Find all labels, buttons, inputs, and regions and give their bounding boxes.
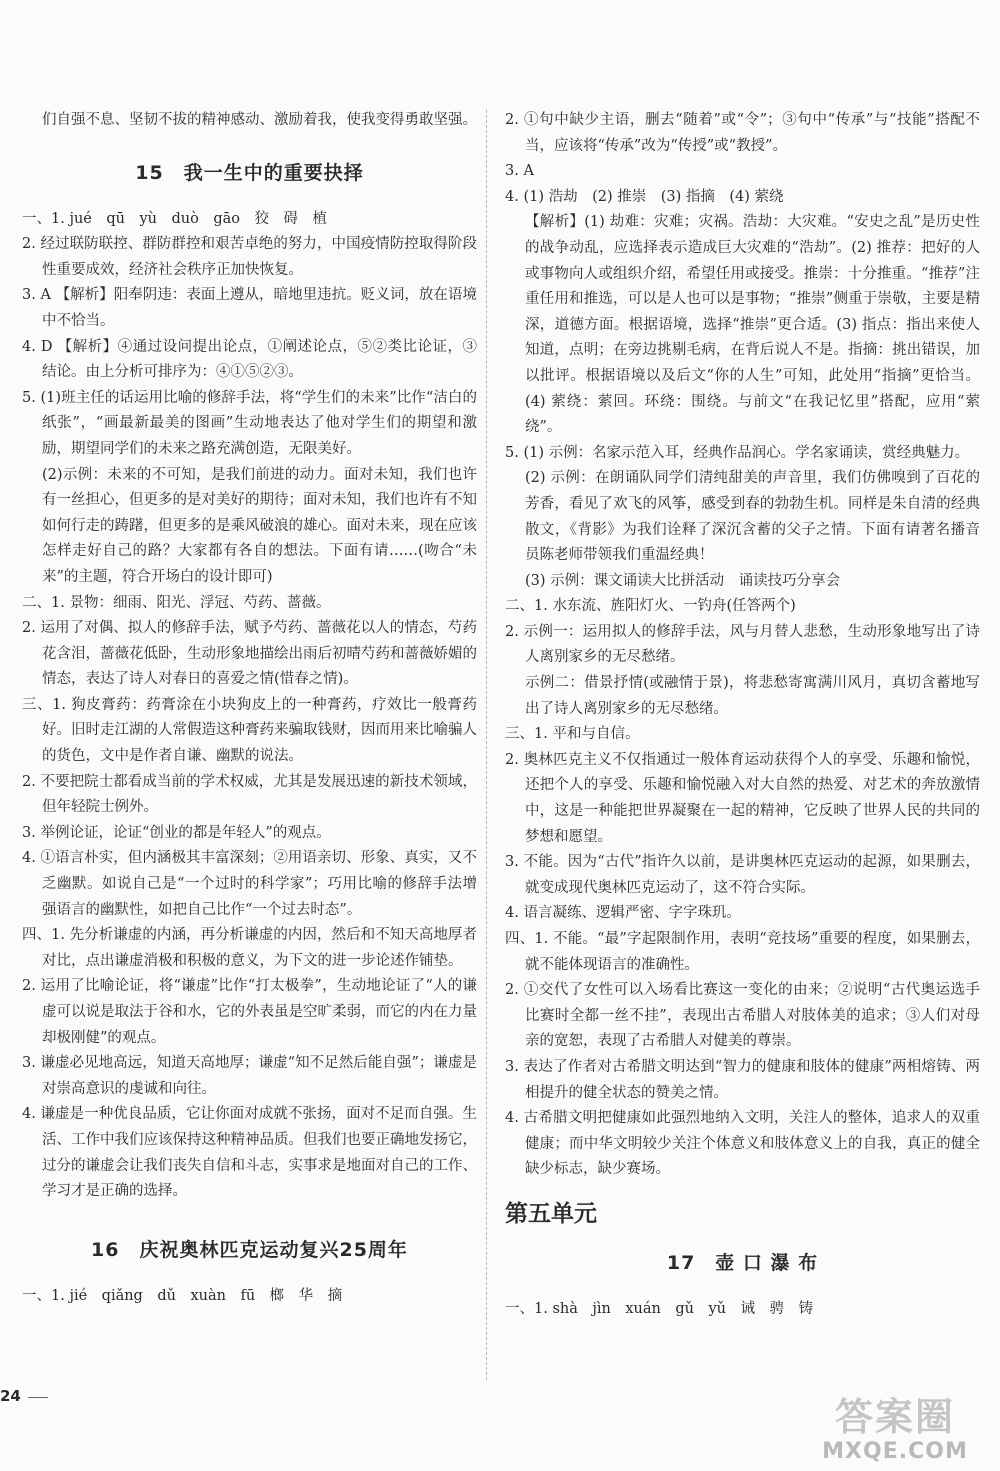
answer-item: 四、1. 不能。“最”字起限制作用，表明“竞技场”重要的程度，如果删去，就不能体现语言的准确性。	[505, 931, 980, 973]
answer-item: 4. 谦虚是一种优良品质，它让你面对成就不张扬，面对不足而自强。生活、工作中我们应该保持这种精神品质。但我们也要正确地发扬它，过分的谦虚会让我们丧失自信和斗志，实事求是地面对自己的工作、学习才是正确的选择。	[22, 1106, 477, 1200]
answer-list-16-right-c	[505, 594, 980, 671]
answer-item: (2)示例：未来的不可知，是我们前进的动力。面对未知，我们也许有一丝担心，但更多的是对美好的期待；面对未知，我们也许有不知如何行走的踌躇，但更多的是乘风破浪的雄心。面对未来，现在应该怎样走好自己的路？大家都有各自的想法。下面有请……(吻合“未来”的主题，符合开场白的设计即可)	[42, 466, 477, 585]
answer-item: (3) 示例：课文诵读大比拼活动 诵读技巧分享会	[525, 572, 841, 589]
answer-item: 2. 示例一：运用拟人的修辞手法，风与月替人悲愁，生动形象地写出了诗人离别家乡的无尽愁绪。	[505, 623, 980, 666]
answer-item: (2) 示例：在朗诵队同学们清纯甜美的声音里，我们仿佛嗅到了百花的芳香，看见了欢飞的风筝，感受到春的勃勃生机。同样是朱自清的经典散文，《背影》为我们诠释了深沉含蓄的父子之情。下面有请著名播音员陈老师带领我们重温经典！	[525, 470, 980, 564]
answer-item: 二、1. 水东流、旌阳灯火、一钓舟(任答两个)	[505, 598, 796, 615]
answer-item: 三、1. 平和与自信。	[505, 726, 640, 743]
answer-list-15	[22, 207, 477, 463]
section-title-15: 15 我一生中的重要抉择	[135, 161, 364, 184]
answer-item: 一、1. jié qiǎng dǔ xuàn fū 榔 华 摘	[22, 1287, 343, 1304]
answer-list-16-right-c-sub	[505, 671, 980, 722]
section-title-17: 17 壶 口 瀑 布	[666, 1251, 819, 1274]
answer-item: 4. (1) 浩劫 (2) 推崇 (3) 指摘 (4) 萦绕	[505, 188, 784, 205]
answer-item: 3. 举例论证，论证“创业的都是年轻人”的观点。	[22, 824, 331, 841]
right-column	[505, 108, 980, 1323]
answer-list-16	[22, 1284, 477, 1310]
answer-item: 2. 运用了对偶、拟人的修辞手法，赋予芍药、蔷薇花以人的情态，芍药花含泪，蔷薇花低卧，生动形象地描绘出雨后初晴芍药和蔷薇娇媚的情态，表达了诗人对春日的喜爱之情(惜春之情)。	[22, 620, 477, 688]
answer-item: 3. 表达了作者对古希腊文明达到“智力的健康和肢体的健康”两相熔铸、两相提升的健全状态的赞美之情。	[505, 1058, 980, 1101]
answer-item: 2. ①句中缺少主语，删去“随着”或“令”；③句中“传承”与“技能”搭配不当，应该将“传承”改为“传授”或“教授”。	[505, 112, 980, 154]
answer-list-14-continued	[22, 108, 477, 134]
left-column	[22, 108, 477, 1309]
answer-item: 示例二：借景抒情(或融情于景)，将悲愁寄寓满川风月，真切含蓄地写出了诗人离别家乡的无尽愁绪。	[525, 675, 980, 717]
answer-item: 四、1. 先分析谦虚的内涵，再分析谦虚的内因，然后和不知天高地厚者对比，点出谦虚消极和积极的意义，为下文的进一步论述作铺垫。	[22, 927, 477, 969]
answer-list-16-right-d	[505, 722, 980, 1183]
answer-item: 2. 不要把院士都看成当前的学术权威，尤其是发展迅速的新技术领域，但年轻院士例外。	[22, 773, 477, 816]
answer-list-15-part2	[22, 591, 477, 1205]
answer-item: 2. ①交代了女性可以入场看比赛这一变化的由来；②说明“古代奥运选手比赛时全都一丝不挂”，表现出古希腊人对肢体美的追求；③人们对母亲的宽恕，表现了古希腊人对健美的尊崇。	[505, 982, 980, 1050]
column-divider	[486, 110, 487, 1380]
watermark-logo: 答案圈	[834, 1395, 955, 1439]
answer-item: 4. D 【解析】④通过设问提出论点，①阐述论点，⑤②类比论证，③结论。由上分析可排序为：④①⑤②③。	[22, 338, 477, 381]
answer-item: 3. A	[505, 163, 534, 180]
answer-item: 3. 谦虚必见地高远，知道天高地厚；谦虚“知不足然后能自强”；谦虚是对崇高意识的虔诚和向往。	[22, 1055, 477, 1097]
answer-item: 一、1. jué qū yù duò gāo 狡 碍 植	[22, 210, 328, 227]
answer-item: 们自强不息、坚韧不拔的精神感动、激励着我，使我变得勇敢坚强。	[42, 112, 477, 128]
answer-item: 二、1. 景物：细雨、阳光、浮冠、芍药、蔷薇。	[22, 594, 331, 611]
answer-list-15-sub	[22, 463, 477, 591]
answer-item: 【解析】(1) 劫难：灾难；灾祸。浩劫：大灾难。“安史之乱”是历史性的战争动乱，应选择表示造成巨大灾难的“浩劫”。(2) 推荐：把好的人或事物向人或组织介绍，希望任用或接受。推崇：十分推重。“推荐”注重任用和推选，可以是人也可以是事物；“推崇”侧重于崇敬，主要是精深，道德方面。根据语境，选择“推崇”更合适。(3) 指点：指出来使人知道，点明；在旁边挑剔毛病，在背后说人不是。指摘：挑出错误，加以批评。根据语境以及后文“你的人生”可知，此处用“指摘”更恰当。(4) 萦绕：萦回。环绕：围绕。与前文“在我记忆里”搭配，应用“萦绕”。	[525, 214, 980, 436]
answer-item: 5. (1)班主任的话运用比喻的修辞手法，将“学生们的未来”比作“洁白的纸张”，“画最新最美的图画”生动地表达了他对学生们的期望和激励，期望同学们的未来之路充满创造，无限美好。	[22, 389, 477, 457]
answer-item: 4. 语言凝练、逻辑严密、字字珠玑。	[505, 905, 741, 922]
answer-item: 4. ①语言朴实，但内涵极其丰富深刻；②用语亲切、形象、真实，又不乏幽默。如说自己是“一个过时的科学家”；巧用比喻的修辞手法增强语言的幽默性，如把自己比作“一个过去时态”。	[22, 850, 477, 918]
answer-item: 2. 经过联防联控、群防群控和艰苦卓绝的努力，中国疫情防控取得阶段性重要成效，经济社会秩序正加快恢复。	[22, 236, 477, 278]
answer-item: 3. A 【解析】阳奉阴违：表面上遵从，暗地里违抗。贬义词，放在语境中不恰当。	[22, 287, 477, 329]
answer-item: 2. 奥林匹克主义不仅指通过一般体育运动获得个人的享受、乐趣和愉悦，还把个人的享受、乐趣和愉悦融入对大自然的热爱、对艺术的奔放激情中，这是一种能把世界凝聚在一起的精神，它反映了世界人民的共同的梦想和愿望。	[505, 751, 980, 845]
answer-item: 一、1. shà jìn xuán gǔ yǔ 诫 骋 铸	[505, 1300, 813, 1317]
answer-list-16-right-a	[505, 108, 980, 210]
answer-item: 3. 不能。因为“古代”指许久以前，是讲奥林匹克运动的起源，如果删去，就变成现代奥林匹克运动了，这不符合实际。	[505, 854, 980, 896]
page-number-rule	[28, 1397, 48, 1398]
page-number: 24	[0, 1387, 21, 1405]
watermark	[800, 1395, 990, 1465]
section-title-16: 16 庆祝奥林匹克运动复兴25周年	[91, 1238, 408, 1261]
answer-list-16-right-b	[505, 441, 980, 467]
answer-item: 4. 古希腊文明把健康如此强烈地纳入文明，关注人的整体，追求人的双重健康；而中华文明较少关注个体意义和肢体意义上的自我，真正的健全缺少标志，缺少赛场。	[505, 1110, 980, 1178]
answer-list-16-right-b-sub	[505, 466, 980, 594]
answer-list-17	[505, 1297, 980, 1323]
answer-item: 2. 运用了比喻论证，将“谦虚”比作“打太极拳”，生动地论证了“人的谦虚可以说是取法于谷和水，它的外表虽是空旷柔弱，而它的内在力量却极刚健”的观点。	[22, 978, 477, 1046]
watermark-url: MXQE.COM	[822, 1439, 968, 1464]
analysis-block	[505, 210, 980, 440]
unit-heading: 第五单元	[505, 1200, 597, 1227]
answer-item: 5. (1) 示例：名家示范入耳，经典作品润心。学名家诵读，赏经典魅力。	[505, 444, 970, 461]
answer-item: 三、1. 狗皮膏药：药膏涂在小块狗皮上的一种膏药，疗效比一般膏药好。旧时走江湖的人常假造这种膏药来骗取钱财，因而用来比喻骗人的货色，文中是作者自谦、幽默的说法。	[22, 696, 477, 765]
